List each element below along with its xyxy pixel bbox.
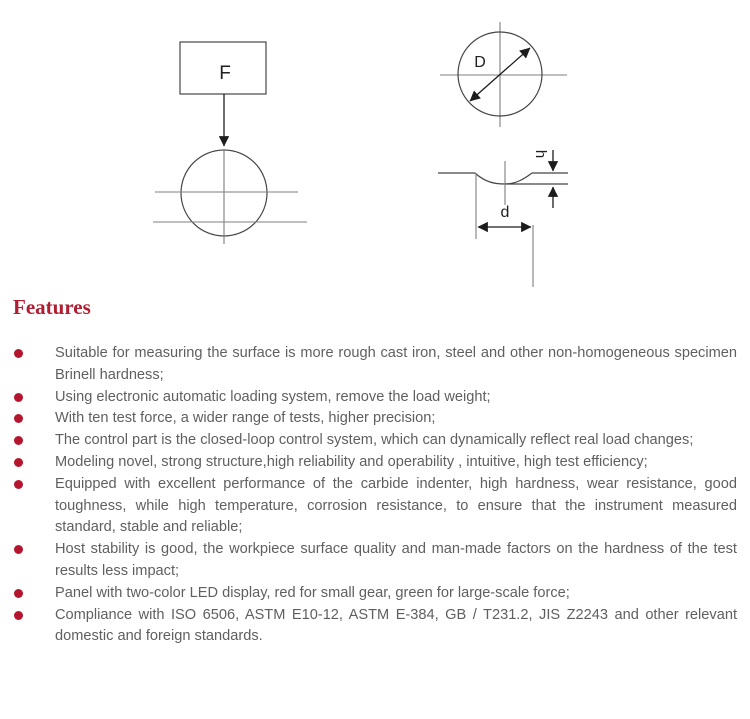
indentation-top-view: [440, 22, 567, 127]
bullet-icon: [14, 611, 23, 620]
feature-item: [14, 605, 737, 649]
indentation-section-view: [438, 150, 568, 287]
feature-item: [14, 583, 737, 605]
bullet-icon: [14, 589, 23, 598]
ball-diameter-label: D: [474, 54, 486, 71]
indent-diameter-label: d: [500, 204, 510, 221]
feature-text: The control part is the closed-loop control system, which can dynamically reflect real load changes;: [55, 432, 694, 449]
feature-text: Equipped with excellent performance of the carbide indenter, high hardness, wear resistance, good toughness, while high temperature, corrosion resistance, to ensure that the instrument measured standard, stable and reliable;: [55, 475, 737, 536]
feature-text: With ten test force, a wider range of tests, higher precision;: [55, 410, 436, 427]
force-application-diagram: [153, 42, 307, 244]
feature-item: [14, 452, 737, 474]
feature-item: [14, 408, 737, 430]
bullet-icon: [14, 545, 23, 554]
feature-text: Panel with two-color LED display, red for small gear, green for large-scale force;: [55, 584, 570, 601]
bullet-icon: [14, 393, 23, 402]
feature-text: Modeling novel, strong structure,high reliability and operability , intuitive, high test efficiency;: [55, 453, 648, 470]
feature-item: [14, 474, 737, 539]
depth-label: h: [532, 149, 549, 159]
features-heading: Features: [13, 295, 91, 319]
feature-text: Host stability is good, the workpiece surface quality and man-made factors on the hardness of the test results less impact;: [55, 541, 737, 579]
indentation-curve: [475, 173, 532, 184]
features-list: [14, 343, 737, 648]
feature-item: [14, 539, 737, 583]
bullet-icon: [14, 436, 23, 445]
bullet-icon: [14, 480, 23, 489]
feature-item: [14, 343, 737, 387]
bullet-icon: [14, 414, 23, 423]
force-label: F: [219, 63, 231, 84]
feature-text: Using electronic automatic loading system, remove the load weight;: [55, 388, 491, 405]
feature-item: [14, 430, 737, 452]
bullet-icon: [14, 349, 23, 358]
brinell-principle-diagram: [0, 0, 750, 295]
bullet-icon: [14, 458, 23, 467]
feature-text: Compliance with ISO 6506, ASTM E10-12, ASTM E-384, GB / T231.2, JIS Z2243 and other relevant domestic and foreign standards.: [55, 606, 737, 645]
feature-text: Suitable for measuring the surface is more rough cast iron, steel and other non-homogeneous specimen Brinell hardness;: [55, 345, 737, 383]
feature-item: [14, 387, 737, 409]
